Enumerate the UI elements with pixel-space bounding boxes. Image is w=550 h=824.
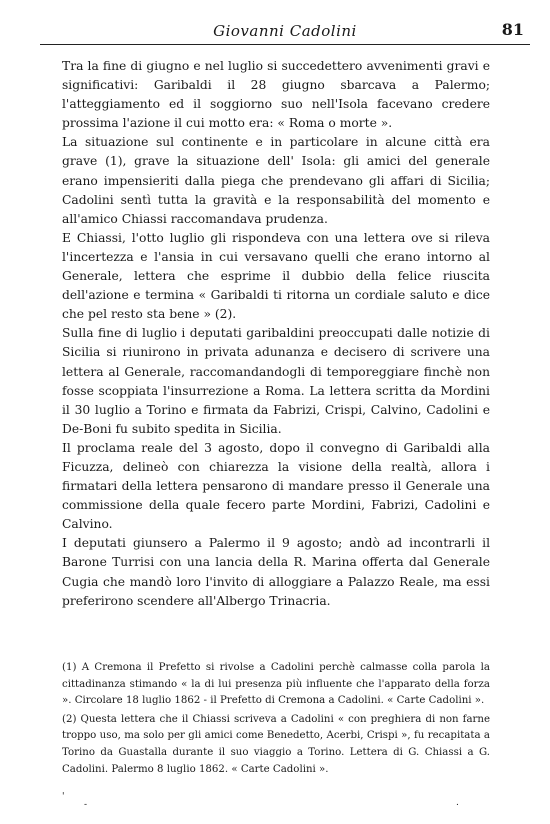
paragraph: Tra la fine di giugno e nel luglio si succedettero avvenimenti gravi e significativi: Garibaldi il 28 giugno sbarcava a Palermo; l'atteggiamento ed il soggiorno suo nell'Isola facevano credere prossima l'azione il cui motto era: « Roma o morte ». [62,59,490,131]
paragraph: I deputati giunsero a Palermo il 9 agosto; andò ad incontrarli il Barone Turrisi con una lancia della R. Marina offerta dal Generale Cugia che mandò loro l'invito di alloggiare a Palazzo Reale, ma essi preferirono scendere all'Albergo Trinacria. [62,536,490,608]
paragraph: La situazione sul continente e in particolare in alcune città era grave (1), grave la situazione dell' Isola: gli amici del generale erano impensieriti dalla piega che prendevano gli affari di Sicilia; Cadolini sentì tutta la gravità e la responsabilità del momento e all'amico Chiassi raccomandava prudenza. [62,135,490,226]
page-number: 81 [501,20,524,39]
print-mark: ' [62,792,65,802]
paragraph: Il proclama reale del 3 agosto, dopo il convegno di Garibaldi alla Ficuzza, delineò con chiarezza la visione della realtà, allora i firmatari della lettera pensarono di mandare presso il Generale una commissione della quale fecero parte Mordini, Fabrizi, Cadolini e Calvino. [62,440,490,532]
print-mark: - [84,800,88,810]
body-text [62,57,490,611]
print-mark: . [456,798,459,808]
footnotes [62,660,490,780]
paragraph: Sulla fine di luglio i deputati garibaldini preoccupati dalle notizie di Sicilia si riunirono in privata adunanza e decisero di scrivere una lettera al Generale, raccomandandogli di temporeggiare finchè non fosse scoppiata l'insurrezione a Roma. La lettera scritta da Mordini il 30 luglio a Torino e firmata da Fabrizi, Crispi, Calvino, Cadolini e De-Boni fu subito spedita in Sicilia. [62,326,490,436]
running-title: Giovanni Cadolini [213,22,357,40]
footnote: (1) A Cremona il Prefetto si rivolse a Cadolini perchè calmasse colla parola la cittadinanza stimando « la di lui presenza più influente che l'apparato della forza ». Circolare 18 luglio 1862 - il Prefetto di Cremona a Cadolini. « Carte Cadolini ». [62,662,490,707]
footnote: (2) Questa lettera che il Chiassi scriveva a Cadolini « con preghiera di non farne troppo uso, ma solo per gli amici come Benedetto, Acerbi, Crispi », fu recapitata a Torino da Guastalla durante il suo viaggio a Torino. Lettera di G. Chiassi a G. Cadolini. Palermo 8 luglio 1862. « Carte Cadolini ». [62,713,490,775]
page-header [40,18,530,45]
paragraph: E Chiassi, l'otto luglio gli rispondeva con una lettera ove si rileva l'incertezza e l'ansia in cui versavano quelli che erano intorno al Generale, lettera che esprime il dubbio della felice riuscita dell'azione e termina « Garibaldi ti ritorna un cordiale saluto e dice che pel resto sta bene » (2). [62,230,490,322]
